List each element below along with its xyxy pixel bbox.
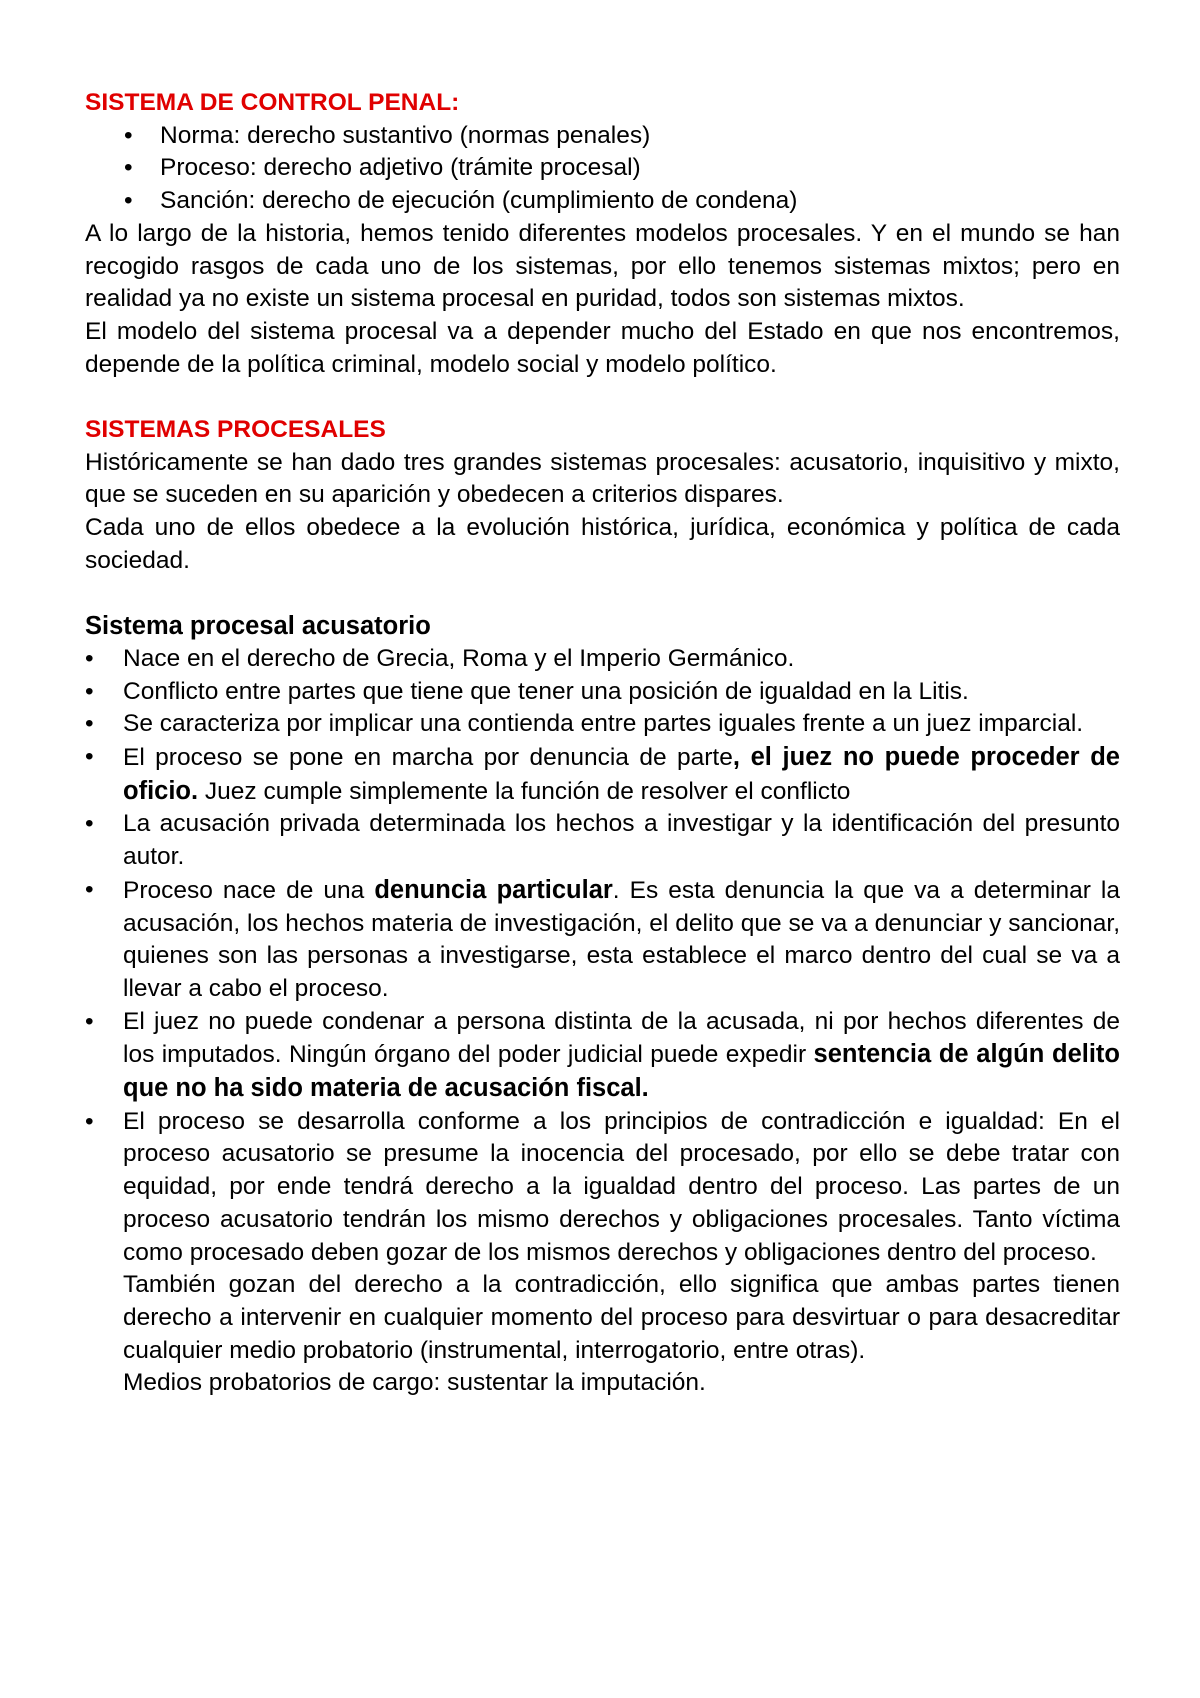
emphasis-text: denuncia particular xyxy=(374,875,613,904)
section-title-control-penal: SISTEMA DE CONTROL PENAL: xyxy=(85,89,460,116)
list-item xyxy=(85,808,1120,873)
paragraph: Cada uno de ellos obedece a la evolución histórica, jurídica, económica y política de cada sociedad. xyxy=(85,514,1120,574)
list-item xyxy=(124,120,1120,153)
list-item-text: Juez cumple simplemente la función de resolver el conflicto xyxy=(198,777,851,805)
document-page xyxy=(85,87,1120,1400)
list-item xyxy=(85,874,1120,1006)
list-item xyxy=(85,708,1120,741)
bullet-icon: • xyxy=(85,644,94,672)
emphasis-text: , el juez no puede proceder de oficio. xyxy=(123,743,1120,805)
section-title-acusatorio: Sistema procesal acusatorio xyxy=(85,612,431,641)
list-item xyxy=(85,1006,1120,1106)
list-item-text: Proceso: derecho adjetivo (trámite procesal) xyxy=(160,154,641,182)
bullet-icon: • xyxy=(124,187,133,215)
list-item-text: El juez no puede condenar a persona distinta de la acusada, ni por hechos diferentes de los imputados. Ningún órgano del poder judicial puede expedir xyxy=(123,1007,1120,1069)
list-item-text: El proceso se pone en marcha por denuncia de parte xyxy=(123,744,733,772)
bullet-icon: • xyxy=(85,810,94,838)
bullet-icon: • xyxy=(124,121,133,149)
control-penal-list xyxy=(85,120,1120,218)
list-item xyxy=(85,1106,1120,1400)
list-item-text: La acusación privada determinada los hechos a investigar y la identificación del presunto autor. xyxy=(123,810,1120,871)
list-item xyxy=(124,152,1120,185)
list-item xyxy=(85,643,1120,676)
bullet-icon: • xyxy=(85,743,94,771)
paragraph: El modelo del sistema procesal va a depender mucho del Estado en que nos encontremos, depende de la política criminal, modelo social y modelo político. xyxy=(85,317,1120,378)
list-item-paragraph: También gozan del derecho a la contradicción, ello significa que ambas partes tienen derecho a intervenir en cualquier momento del proceso para desvirtuar o para desacreditar cualquier medio probatorio (instrumental, interrogatorio, entre otras). xyxy=(123,1271,1120,1364)
bullet-icon: • xyxy=(85,1107,94,1135)
paragraph: Históricamente se han dado tres grandes sistemas procesales: acusatorio, inquisitivo y mixto, que se suceden en su aparición y obedecen a criterios dispares. xyxy=(85,448,1120,509)
bullet-icon: • xyxy=(85,677,94,705)
list-item-paragraph: Medios probatorios de cargo: sustentar la imputación. xyxy=(123,1369,706,1397)
list-item xyxy=(85,676,1120,709)
list-item-paragraph: El proceso se desarrolla conforme a los principios de contradicción e igualdad: En el proceso acusatorio se presume la inocencia del procesado, por ello se debe tratar con equidad, por ende tendrá derecho a la igualdad dentro del proceso. Las partes de un proceso acusatorio tendrán los mismo derechos y obligaciones procesales. Tanto víctima como procesado deben gozar de los mismos derechos y obligaciones dentro del proceso. xyxy=(123,1107,1120,1266)
list-item-text: Conflicto entre partes que tiene que tener una posición de igualdad en la Litis. xyxy=(123,677,969,705)
list-item-text: Proceso nace de una xyxy=(123,876,375,904)
list-item xyxy=(85,741,1120,808)
list-item-text: Nace en el derecho de Grecia, Roma y el Imperio Germánico. xyxy=(123,644,795,672)
section-title-sistemas-procesales: SISTEMAS PROCESALES xyxy=(85,416,386,444)
acusatorio-list xyxy=(85,643,1120,1400)
bullet-icon: • xyxy=(85,710,94,738)
list-item-text: Sanción: derecho de ejecución (cumplimiento de condena) xyxy=(160,187,798,215)
list-item-text: Se caracteriza por implicar una contienda entre partes iguales frente a un juez imparcial. xyxy=(123,710,1084,738)
bullet-icon: • xyxy=(85,1007,94,1035)
spacer xyxy=(85,381,1120,414)
emphasis-text: sentencia de algún delito que no ha sido materia de acusación fiscal. xyxy=(123,1040,1120,1103)
bullet-icon: • xyxy=(124,154,133,182)
list-item xyxy=(124,185,1120,218)
list-item-text: . Es esta denuncia la que va a determinar la acusación, los hechos materia de investigación, el delito que se va a denunciar y sancionar, quienes son las personas a investigarse, esta establece el marco dentro del cual se va a llevar a cabo el proceso. xyxy=(123,876,1120,1002)
paragraph: A lo largo de la historia, hemos tenido diferentes modelos procesales. Y en el mundo se han recogido rasgos de cada uno de los sistemas, por ello tenemos sistemas mixtos; pero en realidad ya no existe un sistema procesal en puridad, todos son sistemas mixtos. xyxy=(85,219,1120,313)
bullet-icon: • xyxy=(85,875,94,903)
spacer xyxy=(85,578,1120,611)
list-item-text: Norma: derecho sustantivo (normas penales) xyxy=(160,121,651,149)
